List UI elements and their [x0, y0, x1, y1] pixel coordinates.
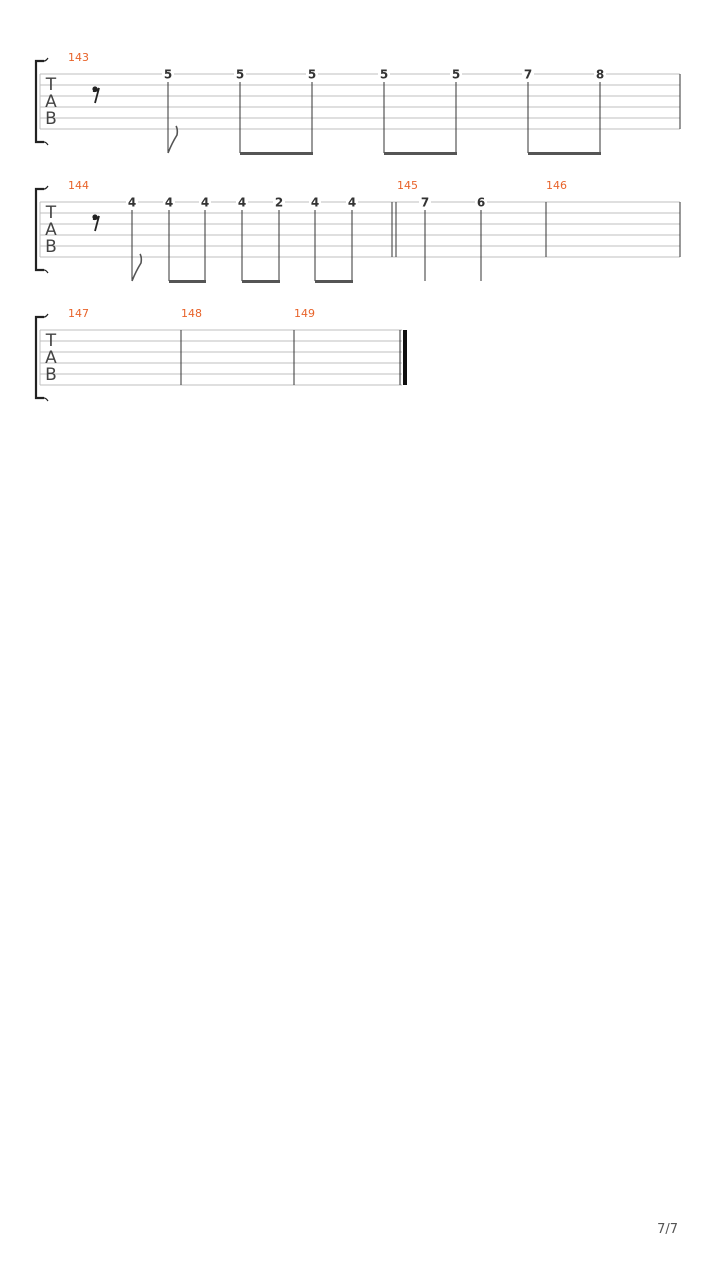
tab-clef-letter: B: [45, 237, 57, 257]
bar-number: 144: [68, 179, 89, 192]
bar-number: 148: [181, 307, 202, 320]
tab-clef-letter: A: [45, 92, 57, 112]
fret-number: 2: [274, 195, 284, 210]
tab-clef-letter: A: [45, 220, 57, 240]
fret-number: 7: [420, 195, 430, 210]
fret-number: 5: [379, 67, 389, 82]
fret-number: 5: [235, 67, 245, 82]
eighth-flag: [168, 126, 177, 153]
fret-number: 6: [476, 195, 486, 210]
fret-number: 7: [523, 67, 533, 82]
bar-number: 146: [546, 179, 567, 192]
bar-number: 149: [294, 307, 315, 320]
fret-number: 4: [310, 195, 320, 210]
fret-number: 5: [451, 67, 461, 82]
tab-clef-letter: T: [45, 331, 57, 351]
beam: [528, 152, 601, 155]
tab-clef-letter: B: [45, 365, 57, 385]
fret-number: 4: [347, 195, 357, 210]
tab-clef-letter: B: [45, 109, 57, 129]
tab-clef-letter: T: [45, 203, 57, 223]
bar-number: 143: [68, 51, 89, 64]
tab-clef-letter: T: [45, 75, 57, 95]
bar-number: 145: [397, 179, 418, 192]
fret-number: 5: [163, 67, 173, 82]
fret-number: 5: [307, 67, 317, 82]
fret-number: 8: [595, 67, 605, 82]
beam: [384, 152, 457, 155]
fret-number: 4: [200, 195, 210, 210]
beam: [240, 152, 313, 155]
eighth-flag: [132, 254, 141, 281]
fret-number: 4: [164, 195, 174, 210]
bar-number: 147: [68, 307, 89, 320]
beam: [169, 280, 206, 283]
tab-clef-letter: A: [45, 348, 57, 368]
fret-number: 4: [237, 195, 247, 210]
beam: [315, 280, 353, 283]
beam: [242, 280, 280, 283]
page-number: 7/7: [657, 1222, 678, 1237]
fret-number: 4: [127, 195, 137, 210]
